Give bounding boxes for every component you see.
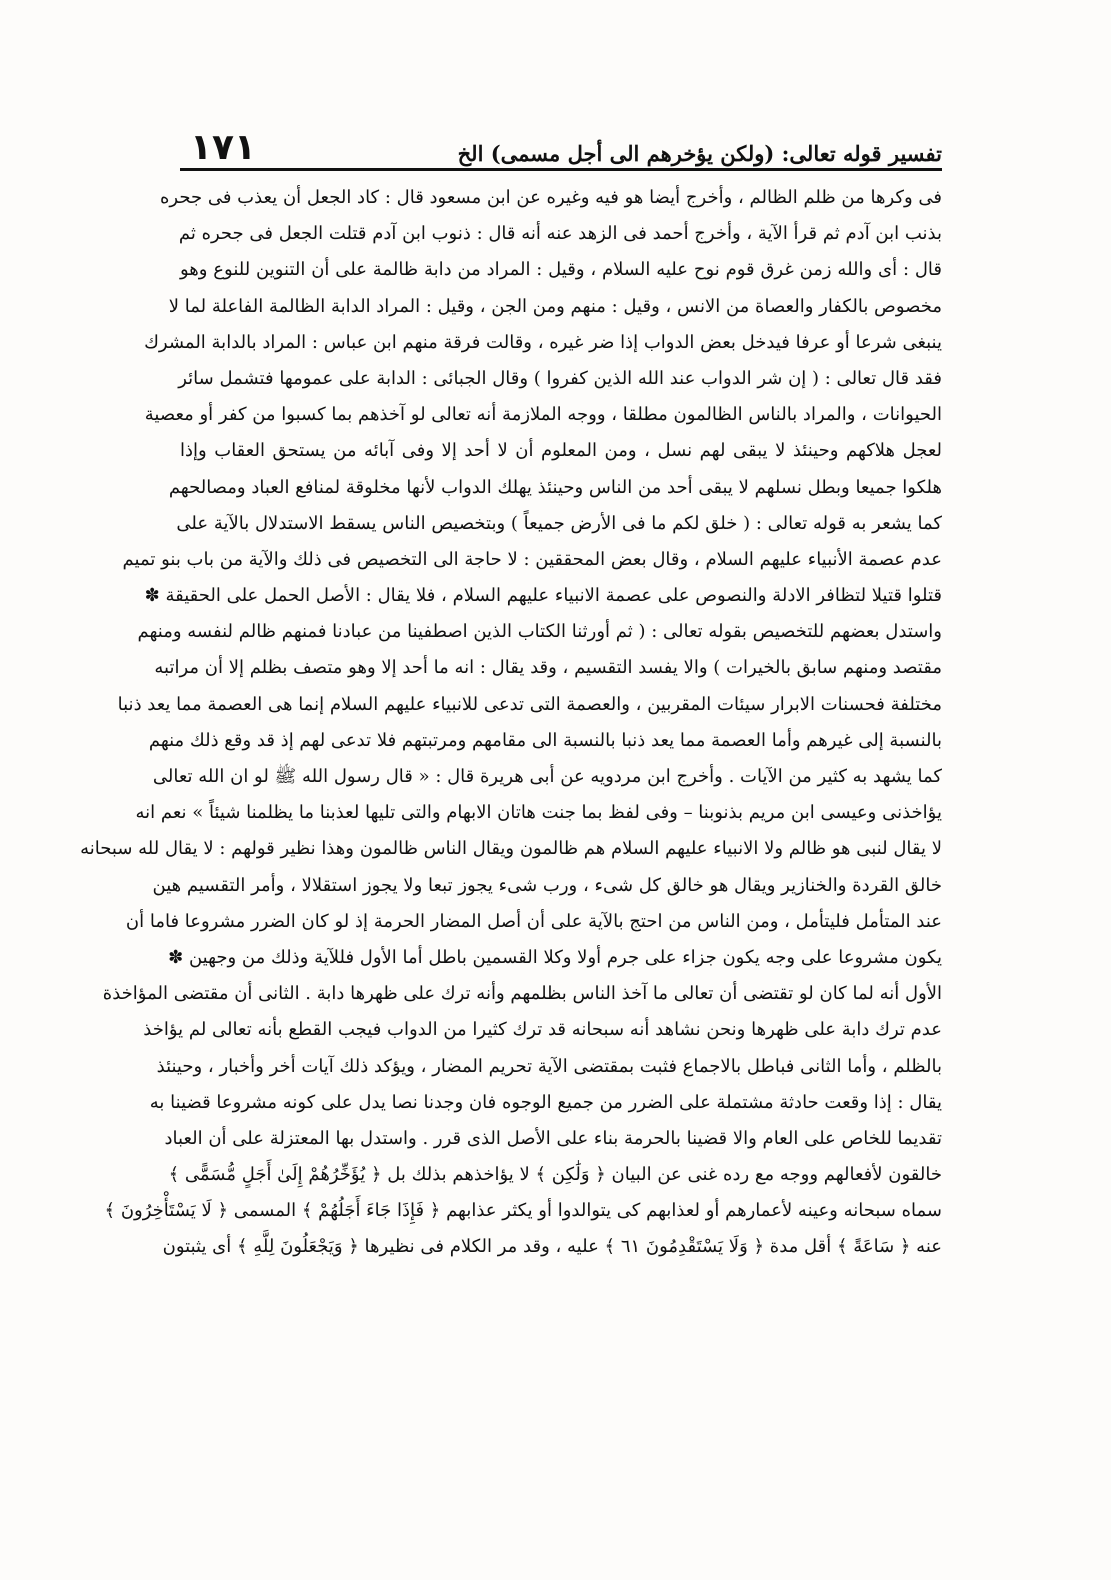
text-line: فقد قال تعالى : ( إن شر الدواب عند الله الذين كفروا ) وقال الجبائى : الدابة على عمومها فتشمل سائر bbox=[178, 367, 942, 389]
text-line: مخصوص بالكفار والعصاة من الانس ، وقيل : منهم ومن الجن ، وقيل : المراد الدابة الظالمة الفاعلة لما لا bbox=[168, 295, 942, 317]
text-line: عدم ترك دابة على ظهرها ونحن نشاهد أنه سبحانه قد ترك كثيرا من الدواب فيجب القطع بأنه تعالى لم يؤاخذ bbox=[143, 1019, 942, 1041]
text-line: عدم عصمة الأنبياء عليهم السلام ، وقال بعض المحققين : لا حاجة الى التخصيص فى ذلك والآية من باب بنو تميم bbox=[122, 548, 942, 570]
text-line: قال : أى والله زمن غرق قوم نوح عليه السلام ، وقيل : المراد من دابة ظالمة على أن التنوين للنوع وهو bbox=[180, 259, 942, 281]
text-line: قتلوا قتيلا لتظافر الادلة والنصوص على عصمة الانبياء عليهم السلام ، فلا يقال : الأصل الحمل على الحقيقة ✽ bbox=[144, 585, 942, 607]
text-line: الحيوانات ، والمراد بالناس الظالمون مطلقا ، ووجه الملازمة أنه تعالى لو آخذهم بما كسبوا من كفر أو معصية bbox=[144, 404, 942, 426]
text-line: كما يشعر به قوله تعالى : ( خلق لكم ما فى الأرض جميعاً ) وبتخصيص الناس يسقط الاستدلال بالآية على bbox=[176, 512, 942, 534]
text-line: كما يشهد به كثير من الآيات . وأخرج ابن مردويه عن أبى هريرة قال : « قال رسول الله ﷺ لو ان الله تعالى bbox=[152, 766, 942, 787]
text-line: مختلفة فحسنات الابرار سيئات المقربين ، والعصمة التى تدعى للانبياء عليهم السلام إنما هى العصمة مما يعد ذنبا bbox=[117, 693, 942, 715]
text-line: لا يقال لنبى هو ظالم ولا الانبياء عليهم السلام هم ظالمون ويقال الناس ظالمون وهذا نظير قولهم : لا يقال لله سبحانه bbox=[80, 838, 942, 860]
text-line: يؤاخذنى وعيسى ابن مريم بذنوبنا – وفى لفظ بما جنت هاتان الابهام والتى تليها لعذبنا ما يظلمنا شيئاً » نعم انه bbox=[135, 802, 942, 824]
text-line: يقال : إذا وقعت حادثة مشتملة على الضرر من جميع الوجوه فان وجدنا نصا يدل على كونه مشروعا قضينا به bbox=[149, 1091, 942, 1113]
header-rule bbox=[180, 168, 942, 171]
text-line: ينبغى شرعا أو عرفا فيدخل بعض الدواب إذا ضر غيره ، وقالت فرقة منهم ابن عباس : المراد بالدابة المشرك bbox=[144, 331, 942, 353]
text-line: تقديما للخاص على العام والا قضينا بالحرمة بناء على الأصل الذى قرر . واستدل بها المعتزلة على أن العباد bbox=[164, 1127, 942, 1149]
text-line: سماه سبحانه وعينه لأعمارهم أو لعذابهم كى يتوالدوا أو يكثر عذابهم ﴿ فَإِذَا جَاءَ أَجَلُهُمْ ﴾ المسمى ﴿ لَا يَسْتَأْخِرُونَ ﴾ bbox=[104, 1200, 942, 1222]
text-line: يكون مشروعا على وجه يكون جزاء على جرم أولا وكلا القسمين باطل أما الأول فللآية وذلك من وجهين ✽ bbox=[168, 946, 942, 968]
text-line: مقتصد ومنهم سابق بالخيرات ) والا يفسد التقسيم ، وقد يقال : انه ما أحد إلا وهو متصف بظلم إلا أن مراتبه bbox=[154, 657, 942, 679]
text-line: بالنسبة إلى غيرهم وأما العصمة مما يعد ذنبا بالنسبة الى مقامهم ومرتبتهم فلا تدعى لهم إذ قد وقع ذلك منهم bbox=[148, 729, 942, 751]
text-line: واستدل بعضهم للتخصيص بقوله تعالى : ( ثم أورثنا الكتاب الذين اصطفينا من عبادنا فمنهم ظالم لنفسه ومنهم bbox=[137, 621, 942, 643]
text-line: خالق القردة والخنازير ويقال هو خالق كل شىء ، ورب شىء يجوز تبعا ولا يجوز استقلالا ، وأمر التقسيم هين bbox=[152, 874, 942, 896]
text-line: بالظلم ، وأما الثانى فباطل بالاجماع فثبت بمقتضى الآية تحريم المضار ، ويؤكد ذلك آيات أخر وأخبار ، وحينئذ bbox=[156, 1055, 942, 1077]
page-header bbox=[180, 118, 942, 166]
text-line: لعجل هلاكهم وحينئذ لا يبقى لهم نسل ، ومن المعلوم أن لا أحد إلا وفى آبائه من يستحق العقاب وإذا bbox=[180, 440, 942, 462]
text-line: هلكوا جميعا وبطل نسلهم لا يبقى أحد من الناس وحينئذ يهلك الدواب لأنها مخلوقة لمنافع العباد ومصالحهم bbox=[168, 476, 942, 498]
text-line: خالقون لأفعالهم ووجه مع رده غنى عن البيان ﴿ وَلَٰكِن ﴾ لا يؤاخذهم بذلك بل ﴿ يُؤَخِّرُهُمْ إِلَىٰ أَجَلٍ مُّسَمًّى ﴾ bbox=[168, 1164, 942, 1186]
text-line: عند المتأمل فليتأمل ، ومن الناس من احتج بالآية على أن أصل المضار الحرمة إذ لو كان الضرر مشروعا فاما أن bbox=[125, 910, 942, 932]
page-number: ١٧١ bbox=[190, 127, 256, 168]
text-line: فى وكرها من ظلم الظالم ، وأخرج أيضا هو فيه وغيره عن ابن مسعود قال : كاد الجعل أن يعذب فى جحره bbox=[160, 187, 942, 208]
text-line: عنه ﴿ سَاعَةً ﴾ أقل مدة ﴿ وَلَا يَسْتَقْدِمُونَ ٦١ ﴾ عليه ، وقد مر الكلام فى نظيرها ﴿ وَيَجْعَلُونَ لِلَّهِ ﴾ أى يثبتون bbox=[162, 1236, 942, 1258]
running-title: تفسير قوله تعالى: (ولكن يؤخرهم الى أجل مسمى) الخ bbox=[457, 141, 942, 166]
text-line: بذنب ابن آدم ثم قرأ الآية ، وأخرج أحمد فى الزهد عنه أنه قال : ذنوب ابن آدم قتلت الجعل فى جحره ثم bbox=[178, 223, 942, 245]
text-line: الأول أنه لما كان لو تقتضى أن تعالى ما آخذ الناس بظلمهم وأنه ترك على ظهرها دابة . الثانى أن مقتضى المؤاخذة bbox=[102, 983, 942, 1005]
body-text bbox=[80, 180, 942, 1266]
